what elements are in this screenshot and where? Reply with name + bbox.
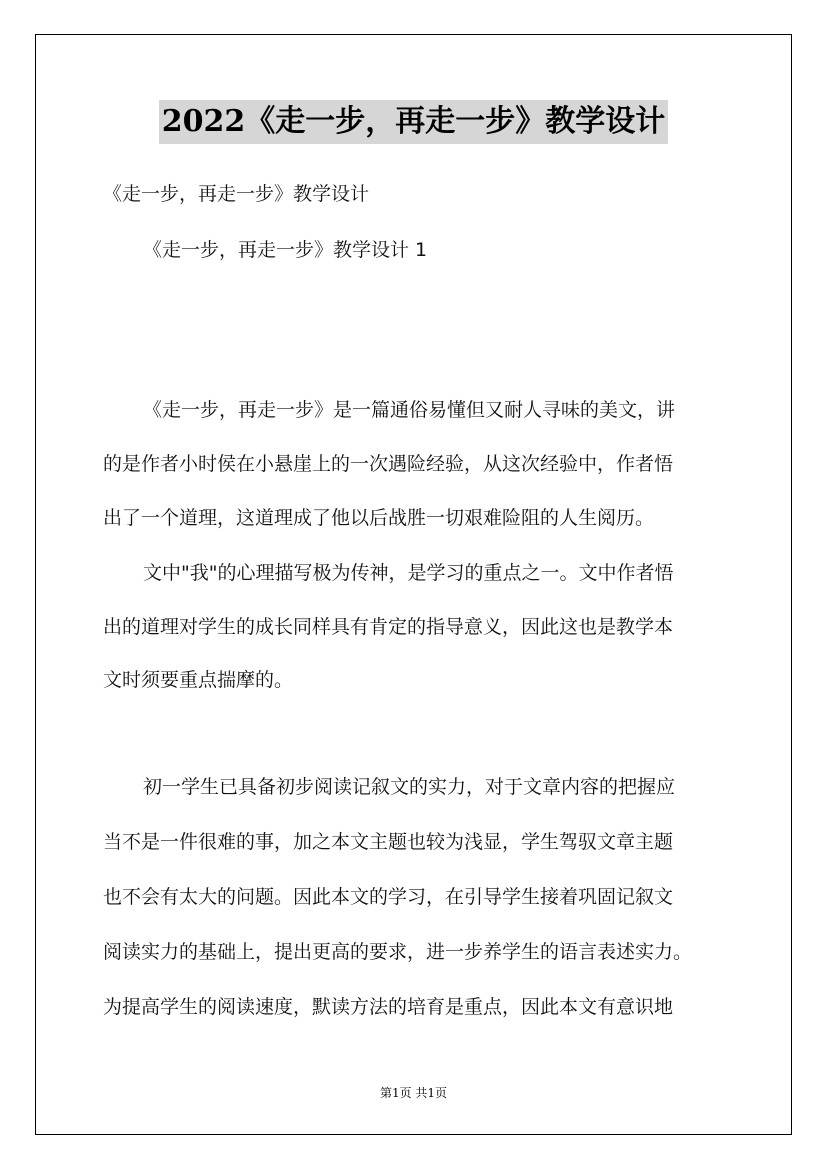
paragraph-2-line-3: 文时须要重点揣摩的。 — [103, 669, 294, 691]
paragraph-1-line-3: 出了一个道理，这道理成了他以后战胜一切艰难险阻的人生阅历。 — [103, 507, 655, 529]
document-title-wrapper — [0, 100, 827, 144]
paragraph-1-line-1: 《走一步，再走一步》是一篇通俗易懂但又耐人寻味的美文，讲 — [143, 399, 676, 421]
document-title: 2022《走一步，再走一步》教学设计 — [159, 100, 669, 144]
section-heading: 《走一步，再走一步》教学设计 1 — [143, 239, 428, 261]
paragraph-2-line-2: 出的道理对学生的成长同样具有肯定的指导意义，因此这也是教学本 — [103, 616, 674, 638]
paragraph-2-line-1: 文中"我"的心理描写极为传神，是学习的重点之一。文中作者悟 — [143, 562, 674, 584]
paragraph-3-line-1: 初一学生已具备初步阅读记叙文的实力，对于文章内容的把握应 — [143, 776, 676, 798]
document-subtitle: 《走一步，再走一步》教学设计 — [103, 183, 370, 205]
paragraph-3-line-5: 为提高学生的阅读速度，默读方法的培育是重点，因此本文有意识地 — [103, 996, 674, 1018]
paragraph-3-line-2: 当不是一件很难的事，加之本文主题也较为浅显，学生驾驭文章主题 — [103, 831, 674, 853]
page-footer: 第1页 共1页 — [379, 1086, 448, 1100]
paragraph-3-line-4: 阅读实力的基础上，提出更高的要求，进一步养学生的语言表述实力。 — [103, 941, 693, 963]
paragraph-3-line-3: 也不会有太大的问题。因此本文的学习，在引导学生接着巩固记叙文 — [103, 886, 674, 908]
paragraph-1-line-2: 的是作者小时侯在小悬崖上的一次遇险经验，从这次经验中，作者悟 — [103, 453, 674, 475]
